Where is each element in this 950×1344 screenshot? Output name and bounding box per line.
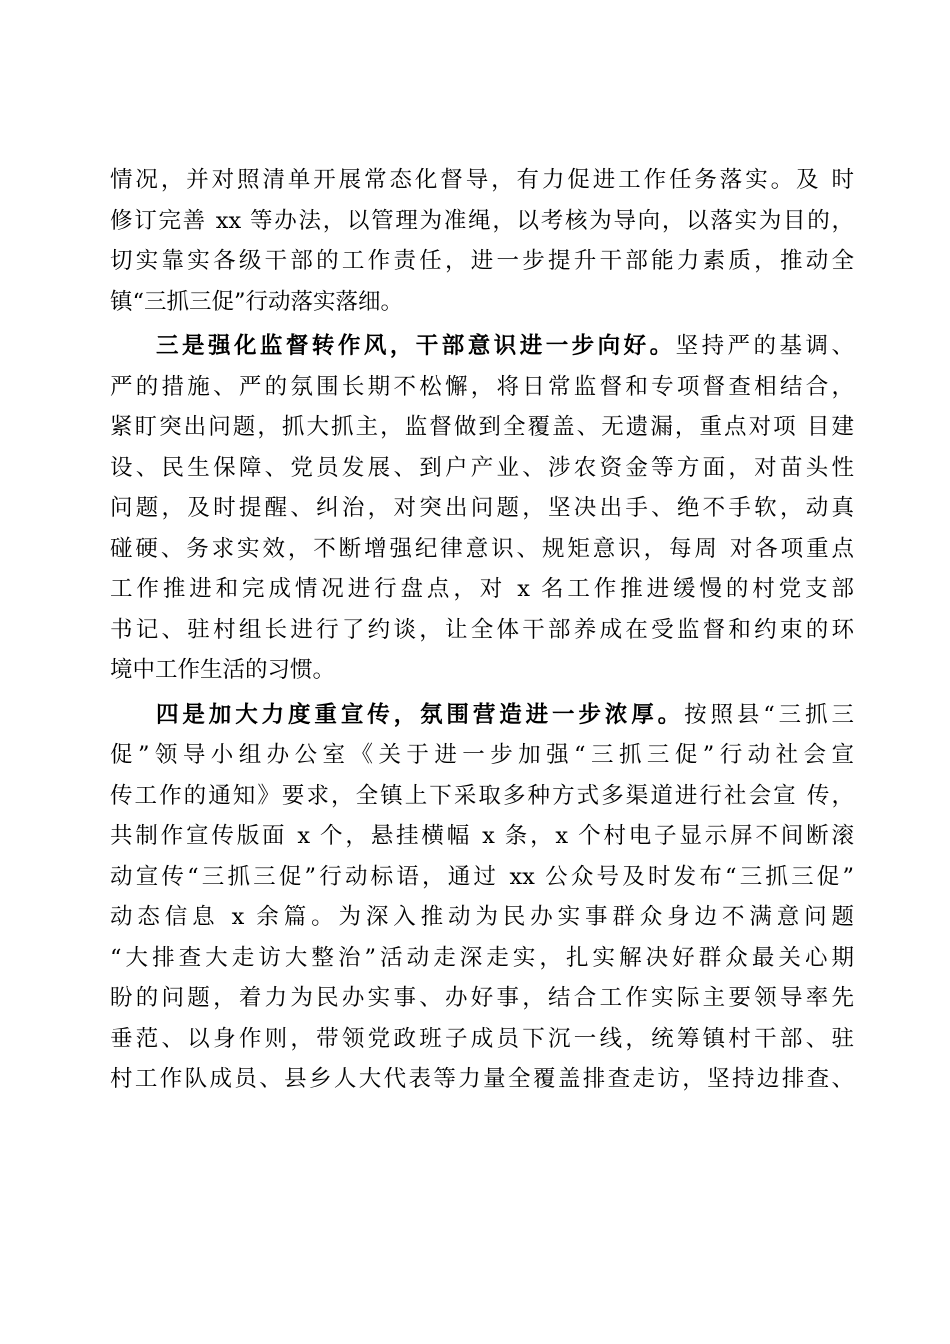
text-line: 工作推进和完成情况进行盘点，对 x 名工作推进缓慢的村党支部	[110, 576, 854, 602]
text-line: 盼的问题，着力为民办实事、办好事，结合工作实际主要领导率先	[110, 985, 854, 1011]
text-line: 动态信息 x 余篇。为深入推动为民办实事群众身边不满意问题	[110, 904, 854, 930]
text-line-first	[110, 695, 854, 736]
text-line: 垂范、以身作则，带领党政班子成员下沉一线，统筹镇村干部、驻	[110, 1025, 854, 1052]
text-run: 按照县“三抓三	[684, 701, 854, 728]
text-line: 修订完善 xx 等办法，以管理为准绳，以考核为导向，以落实为目的，	[110, 207, 854, 234]
paragraph-heading: 四是加大力度重宣传，氛围营造进一步浓厚。	[156, 701, 685, 728]
text-line: 传工作的通知》要求，全镇上下采取多种方式多渠道进行社会宣 传，	[110, 782, 854, 809]
paragraph-publicity	[110, 695, 854, 1100]
text-line: 书记、驻村组长进行了约谈，让全体干部养成在受监督和约束的环	[110, 616, 854, 643]
text-line: 切实靠实各级干部的工作责任，进一步提升干部能力素质，推动全	[110, 248, 854, 274]
paragraph-supervision-results	[110, 160, 854, 322]
paragraph-heading: 三是强化监督转作风，干部意识进一步向好。	[156, 333, 676, 359]
text-line: 紧盯突出问题，抓大抓主，监督做到全覆盖、无遗漏，重点对项 目建	[110, 414, 854, 440]
text-line: 严的措施、严的氛围长期不松懈，将日常监督和专项督查相结合，	[110, 373, 854, 400]
text-line: 问题，及时提醒、纠治，对突出问题，坚决出手、绝不手软，动真	[110, 495, 854, 521]
text-line: 设、民生保障、党员发展、到户产业、涉农资金等方面，对苗头性	[110, 454, 854, 481]
text-line: 村工作队成员、县乡人大代表等力量全覆盖排查走访，坚持边排查、	[110, 1066, 854, 1092]
text-line: 镇“三抓三促”行动落实落细。	[110, 288, 404, 315]
text-line: 促”领导小组办公室《关于进一步加强“三抓三促”行动社会宣	[110, 742, 854, 768]
paragraph-strengthen-supervision	[110, 326, 854, 691]
text-line: “大排查大走访大整治”活动走深走实，扎实解决好群众最关心期	[110, 944, 854, 971]
text-line: 动宣传“三抓三促”行动标语，通过 xx 公众号及时发布“三抓三促”	[110, 863, 854, 890]
text-line-first	[110, 326, 854, 367]
text-line: 境中工作生活的习惯。	[110, 657, 336, 683]
text-line: 共制作宣传版面 x 个，悬挂横幅 x 条，x 个村电子显示屏不间断滚	[110, 823, 854, 849]
text-line: 情况，并对照清单开展常态化督导，有力促进工作任务落实。及 时	[110, 167, 854, 193]
text-run: 坚持严的基调、	[675, 333, 854, 359]
document-page	[110, 160, 854, 1104]
text-line: 碰硬、务求实效，不断增强纪律意识、规矩意识，每周 对各项重点	[110, 535, 854, 562]
